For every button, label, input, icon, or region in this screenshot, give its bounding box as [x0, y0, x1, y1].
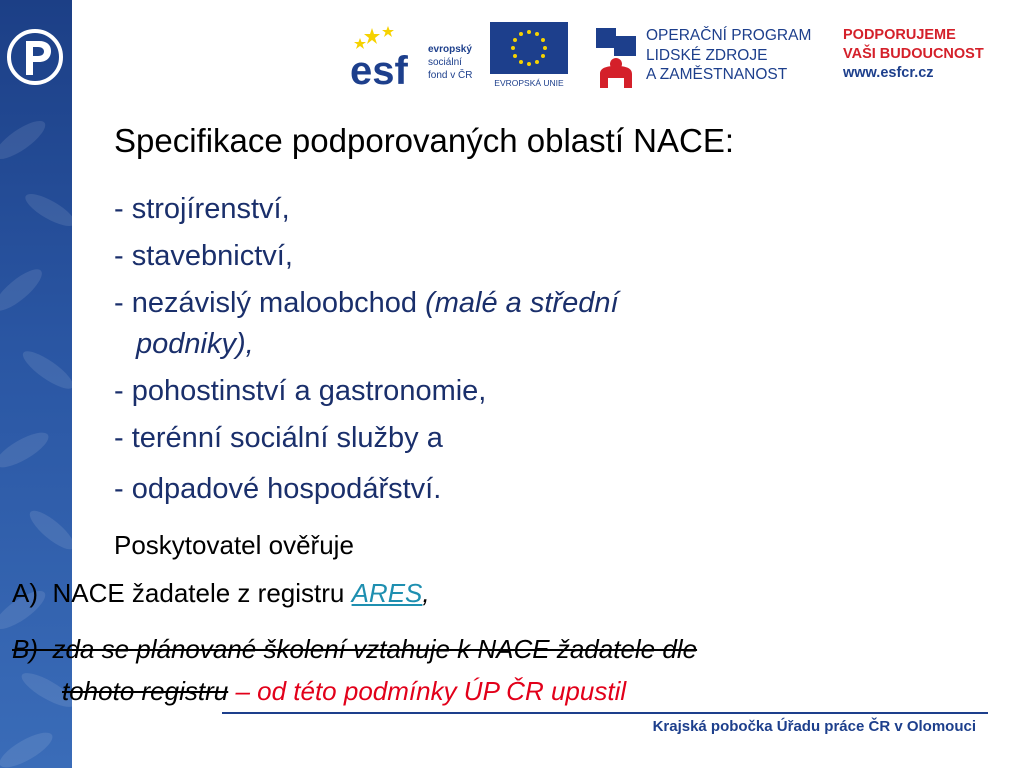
- esfcr-url: www.esfcr.cz: [843, 65, 934, 81]
- list-item: [114, 280, 619, 327]
- esf-logo: [350, 22, 484, 90]
- podporujeme-line-1: PODPORUJEME: [843, 27, 956, 43]
- provider-check-heading: Poskytovatel ověřuje: [114, 530, 354, 560]
- svg-text:fond v ČR: fond v ČR: [428, 70, 473, 81]
- nace-list: [114, 186, 619, 513]
- point-b-note: – od této podmínky ÚP ČR upustil: [228, 676, 627, 706]
- eu-flag-logo: [490, 22, 568, 90]
- point-b-line-1: B) zda se plánované školení vztahuje k NACE žadatele dle: [12, 634, 698, 664]
- svg-text:sociální: sociální: [428, 57, 462, 68]
- list-item: [114, 233, 619, 280]
- slide-title: Specifikace podporovaných oblastí NACE:: [114, 122, 735, 159]
- list-item: [114, 466, 619, 513]
- point-a-suffix: ,: [422, 578, 430, 608]
- list-item-italic: podniky),: [136, 328, 254, 360]
- list-item-text: - nezávislý maloobchod: [114, 287, 426, 319]
- list-item: [114, 415, 619, 462]
- list-item-text: - odpadové hospodářství.: [114, 473, 442, 505]
- list-item: [114, 368, 619, 415]
- point-b-strike-text: tohoto registru: [62, 676, 229, 706]
- list-item-text: - stavebnictví,: [114, 240, 293, 272]
- podporujeme-line-2: VAŠI BUDOUCNOST: [843, 46, 984, 62]
- svg-text:evropský: evropský: [428, 44, 472, 55]
- footer-office: Krajská pobočka Úřadu práce ČR v Olomouci: [652, 718, 976, 735]
- list-item-text: - strojírenství,: [114, 193, 290, 225]
- svg-text:esf: esf: [350, 49, 408, 90]
- podporujeme-block: [843, 26, 984, 83]
- op-line-2: LIDSKÉ ZDROJE: [646, 46, 768, 64]
- svg-text:EVROPSKÁ UNIE: EVROPSKÁ UNIE: [494, 78, 564, 88]
- point-a: [12, 578, 430, 609]
- list-item-italic: (malé a střední: [425, 287, 619, 319]
- op-text: [646, 26, 811, 85]
- list-item-text: - terénní sociální služby a: [114, 422, 443, 454]
- list-item: [114, 186, 619, 233]
- op-puzzle-icon: [592, 22, 642, 90]
- ares-link[interactable]: ARES: [351, 578, 423, 608]
- footer-divider: [222, 712, 988, 714]
- op-line-3: A ZAMĚSTNANOST: [646, 66, 788, 83]
- list-item-text: - pohostinství a gastronomie,: [114, 375, 487, 407]
- point-a-text: A) NACE žadatele z registru: [12, 578, 352, 608]
- op-lzz-logo: [592, 22, 832, 90]
- point-b: [12, 628, 697, 712]
- op-line-1: OPERAČNÍ PROGRAM: [646, 27, 812, 44]
- up-logo-icon: [6, 25, 64, 89]
- list-item-continuation: [114, 321, 619, 368]
- point-b-line-2: [12, 670, 697, 712]
